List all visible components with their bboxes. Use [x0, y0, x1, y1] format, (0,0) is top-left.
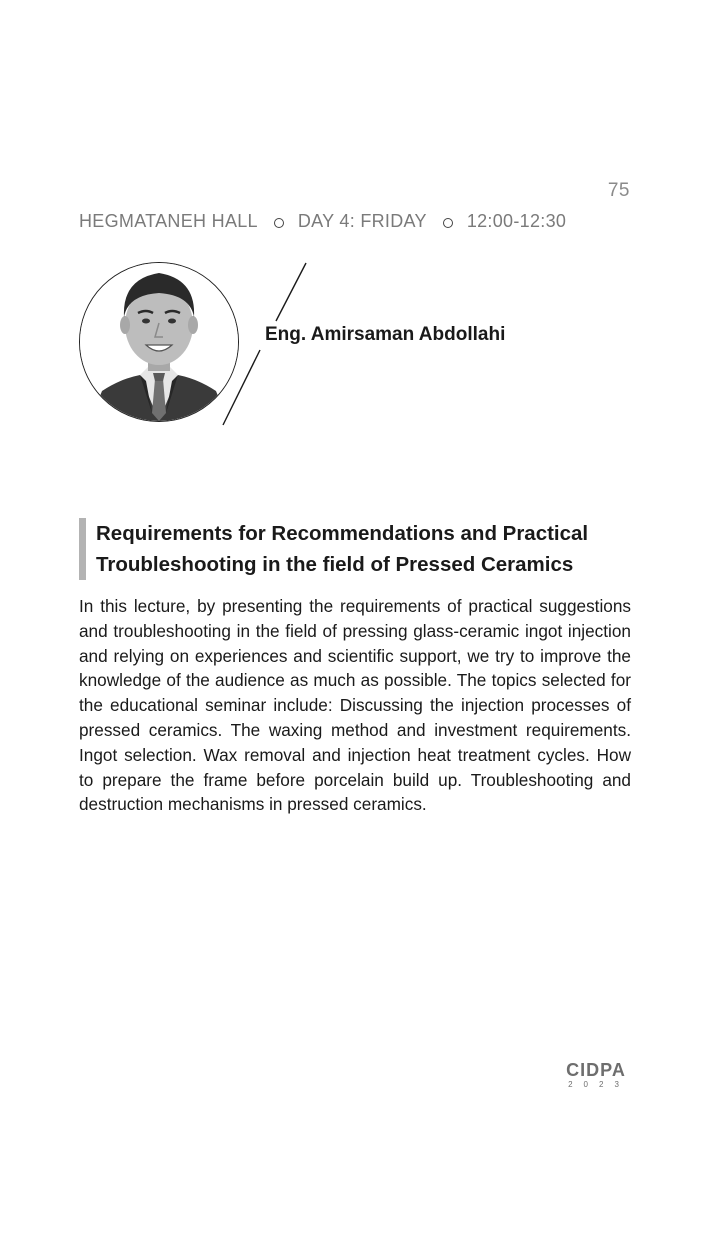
- logo-wordmark: CIDPA: [566, 1060, 626, 1080]
- speaker-portrait-icon: [80, 263, 238, 421]
- circle-bullet-icon: [274, 218, 284, 228]
- page-number: 75: [607, 180, 630, 201]
- session-day: DAY 4: FRIDAY: [297, 211, 427, 231]
- lecture-title-line2: Troubleshooting in the field of Pressed Ceramics: [96, 553, 574, 576]
- lecture-abstract: In this lecture, by presenting the requirements of practical suggestions and troubleshooting in the field of pressing glass-ceramic ingot injection and relying on experiences and scientific support, we try to improve the knowledge of the audience as much as possible. The topics selected for the educational seminar include: Discussing the injection processes of pressed ceramics. The waxing method and investment requirements. Ingot selection. Wax removal and injection heat treatment cycles. How to prepare the frame before porcelain build up. Troubleshooting and destruction mechanisms in pressed ceramics.: [79, 596, 631, 815]
- circle-bullet-icon: [443, 218, 453, 228]
- lecture-title-block: [79, 518, 631, 580]
- session-hall: HEGMATANEH HALL: [79, 211, 258, 231]
- session-time: 12:00-12:30: [466, 211, 567, 231]
- session-info: [79, 211, 566, 232]
- lecture-title-line1: Requirements for Recommendations and Practical: [96, 522, 589, 545]
- speaker-name: Eng. Amirsaman Abdollahi: [265, 324, 506, 345]
- speaker-photo: [79, 262, 239, 422]
- logo-year: 2023: [568, 1080, 630, 1089]
- lecture-title: [96, 518, 631, 580]
- cidpa-logo: [561, 1060, 631, 1090]
